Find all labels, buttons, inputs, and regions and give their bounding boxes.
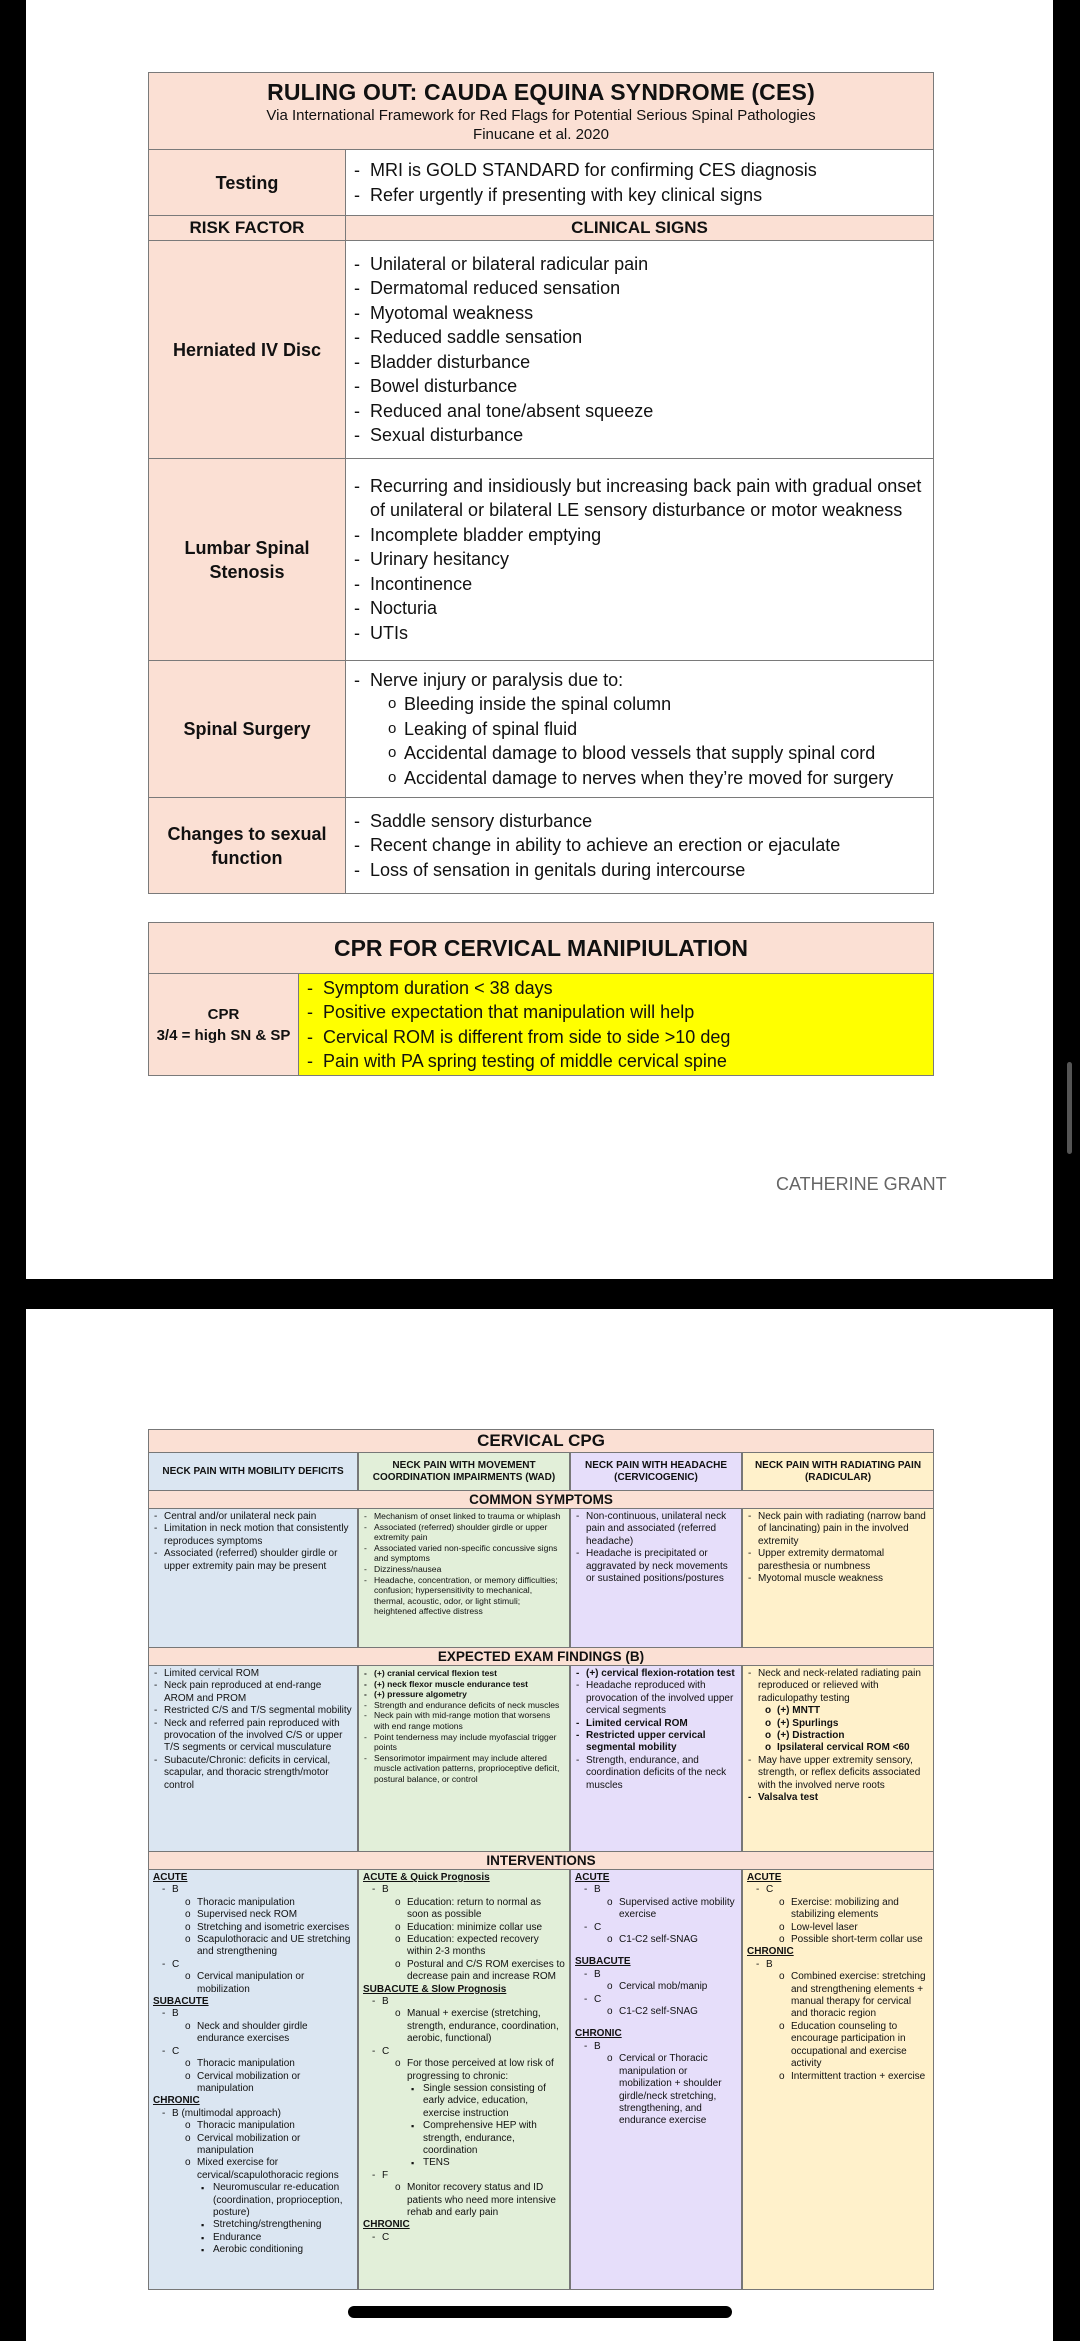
clinical-signs-cell (346, 661, 934, 798)
exam-cell (742, 1666, 934, 1852)
list-item: - Associated (referred) shoulder girdle or upper extremity pain may be present (153, 1548, 353, 1573)
list-item: - Non-continuous, unilateral neck pain and associated (referred headache) (575, 1511, 737, 1548)
scrollbar-thumb[interactable] (1067, 1062, 1072, 1154)
interventions-cell (742, 1870, 934, 2290)
list-item: o Exercise: mobilizing and stabilizing elements (747, 1897, 929, 1922)
list-item: ▪ Stretching/strengthening (153, 2219, 353, 2231)
grade-label: - C (371, 2046, 565, 2058)
clinical-signs-header: CLINICAL SIGNS (346, 216, 934, 241)
phase-label: ACUTE (747, 1872, 782, 1883)
interventions-cell (148, 1870, 358, 2290)
list-item: - Sensorimotor impairment may include altered muscle activation patterns, proprioceptive deficit, postural balance, or control (363, 1753, 565, 1785)
list-item: ▪ Endurance (153, 2232, 353, 2244)
list-item: - Refer urgently if presenting with key clinical signs (352, 183, 925, 208)
list-item: o Mixed exercise for cervical/scapulothoracic regions (153, 2157, 353, 2182)
list-item: - Neck pain with mid-range motion that worsens with end range motions (363, 1710, 565, 1731)
exam-findings-header: EXPECTED EXAM FINDINGS (B) (148, 1648, 934, 1666)
list-item: - Reduced saddle sensation (352, 325, 925, 350)
document-page-1 (26, 0, 1053, 1279)
testing-label: Testing (149, 150, 346, 216)
common-symptoms-header: COMMON SYMPTOMS (148, 1491, 934, 1509)
list-item: - Neck and referred pain reproduced with provocation of the involved C/S or upper T/S segments or cervical musculature (153, 1718, 353, 1755)
ces-table (148, 72, 934, 894)
grade-label: - C (161, 1959, 353, 1971)
list-item: o Monitor recovery status and ID patients who need more intensive rehab and early pain (363, 2182, 565, 2219)
list-item: - Incontinence (352, 572, 925, 597)
list-item: o (+) Spurlings (747, 1718, 929, 1730)
list-item: - Upper extremity dermatomal paresthesia or numbness (747, 1548, 929, 1573)
list-item: o Neck and shoulder girdle endurance exercises (153, 2021, 353, 2046)
cpr-label-line: CPR (207, 1005, 240, 1023)
list-item: - Point tenderness may include myofascial trigger points (363, 1732, 565, 1753)
list-item: o (+) MNTT (747, 1705, 929, 1717)
list-item: o For those perceived at low risk of progressing to chronic: (363, 2058, 565, 2083)
list-item: - (+) pressure algometry (363, 1689, 565, 1700)
document-page-2 (26, 1309, 1053, 2341)
list-item: o Thoracic manipulation (153, 2120, 353, 2132)
list-item: - Bowel disturbance (352, 374, 925, 399)
cpg-title: CERVICAL CPG (148, 1429, 934, 1453)
author-name: CATHERINE GRANT (776, 1174, 947, 1194)
list-item: o Supervised neck ROM (153, 1909, 353, 1921)
list-item: - Saddle sensory disturbance (352, 809, 925, 834)
list-item: - Positive expectation that manipulation will help (305, 1000, 927, 1025)
list-item: - Myotomal muscle weakness (747, 1573, 929, 1585)
phase-label: SUBACUTE (575, 1956, 631, 1968)
phase-label: CHRONIC (153, 2095, 200, 2107)
ces-citation: Finucane et al. 2020 (473, 125, 609, 143)
list-item: - Recurring and insidiously but increasing back pain with gradual onset of unilateral or bilateral LE sensory disturbance or motor weakness (352, 474, 925, 523)
grade-label: - B (371, 1884, 565, 1896)
list-item: o Intermittent traction + exercise (747, 2071, 929, 2083)
list-item: o Accidental damage to blood vessels that supply spinal cord (352, 741, 925, 766)
list-item: o Ipsilateral cervical ROM <60 (747, 1742, 929, 1754)
list-item: o Bleeding inside the spinal column (352, 692, 925, 717)
list-item: o Cervical mobilization or manipulation (153, 2133, 353, 2158)
list-item: o (+) Distraction (747, 1730, 929, 1742)
list-item: o Cervical manipulation or mobilization (153, 1971, 353, 1996)
phase-label: SUBACUTE (153, 1996, 209, 2008)
list-item: - Nerve injury or paralysis due to: (352, 668, 925, 693)
phase-label: ACUTE & Quick Prognosis (363, 1872, 490, 1883)
phase-label: CHRONIC (575, 2028, 622, 2040)
clinical-signs-cell (346, 241, 934, 459)
grade-label: - B (161, 2008, 353, 2020)
list-item: - Limited cervical ROM (153, 1668, 353, 1680)
list-item: - Sexual disturbance (352, 423, 925, 448)
list-item: - Associated varied non-specific concussive signs and symptoms (363, 1543, 565, 1564)
interventions-header: INTERVENTIONS (148, 1852, 934, 1870)
home-indicator[interactable] (348, 2306, 732, 2318)
grade-label: - F (371, 2170, 565, 2182)
list-item: o Possible short-term collar use (747, 1934, 929, 1946)
testing-cell (346, 150, 934, 216)
list-item: - May have upper extremity sensory, strength, or reflex deficits associated with the involved nerve roots (747, 1755, 929, 1792)
common-symptoms-row (148, 1509, 934, 1648)
exam-findings-row (148, 1666, 934, 1852)
list-item: o Education counseling to encourage participation in occupational and exercise activity (747, 2021, 929, 2071)
list-item: - Headache, concentration, or memory difficulties; confusion; hypersensitivity to mechanical, thermal, acoustic, odor, or light stimuli; heightened affective distress (363, 1575, 565, 1617)
list-item: o Thoracic manipulation (153, 2058, 353, 2070)
list-item: o Postural and C/S ROM exercises to decrease pain and increase ROM (363, 1959, 565, 1984)
list-item: o C1-C2 self-SNAG (575, 1934, 737, 1946)
cervical-cpg-table (148, 1429, 934, 2290)
list-item: - Mechanism of onset linked to trauma or whiplash (363, 1511, 565, 1522)
list-item: - Restricted C/S and T/S segmental mobility (153, 1705, 353, 1717)
exam-cell (148, 1666, 358, 1852)
list-item: - Unilateral or bilateral radicular pain (352, 252, 925, 277)
grade-label: - C (371, 2232, 565, 2244)
interventions-cell (358, 1870, 570, 2290)
list-item: - Nocturia (352, 596, 925, 621)
list-item: - Strength, endurance, and coordination deficits of the neck muscles (575, 1755, 737, 1792)
list-item: - (+) cervical flexion-rotation test (575, 1668, 737, 1680)
risk-factor-cell: Herniated IV Disc (149, 241, 346, 459)
grade-label: - B (161, 1884, 353, 1896)
list-item: - Subacute/Chronic: deficits in cervical, scapular, and thoracic strength/motor control (153, 1755, 353, 1792)
list-item: ▪ Neuromuscular re-education (coordination, proprioception, posture) (153, 2182, 353, 2219)
list-item: - (+) cranial cervical flexion test (363, 1668, 565, 1679)
cpr-table (148, 922, 934, 1076)
grade-label: - C (583, 1922, 737, 1934)
ces-subtitle: Via International Framework for Red Flags for Potential Serious Spinal Pathologies (266, 106, 816, 124)
risk-factor-cell: Changes to sexual function (149, 798, 346, 894)
symptoms-cell (570, 1509, 742, 1648)
list-item: - Limited cervical ROM (575, 1718, 737, 1730)
list-item: - Symptom duration < 38 days (305, 976, 927, 1001)
list-item: o Education: return to normal as soon as possible (363, 1897, 565, 1922)
list-item: ▪ TENS (363, 2157, 565, 2169)
list-item: o Low-level laser (747, 1922, 929, 1934)
clinical-signs-cell (346, 459, 934, 661)
list-item: ▪ Aerobic conditioning (153, 2244, 353, 2256)
list-item: - Headache is precipitated or aggravated by neck movements or sustained positions/postures (575, 1548, 737, 1585)
list-item: o Thoracic manipulation (153, 1897, 353, 1909)
list-item: - Neck and neck-related radiating pain reproduced or relieved with radiculopathy testing (747, 1668, 929, 1705)
cpr-title: CPR FOR CERVICAL MANIPIULATION (149, 923, 934, 974)
cpr-label-line: 3/4 = high SN & SP (156, 1026, 291, 1044)
list-item: o Accidental damage to nerves when they’re moved for surgery (352, 766, 925, 791)
grade-label: - C (755, 1884, 929, 1896)
column-header: NECK PAIN WITH RADIATING PAIN (RADICULAR) (742, 1453, 934, 1491)
grade-label: - C (583, 1994, 737, 2006)
list-item: o Scapulothoracic and UE stretching and strengthening (153, 1934, 353, 1959)
list-item: - Headache reproduced with provocation of the involved upper cervical segments (575, 1680, 737, 1717)
column-header: NECK PAIN WITH MOBILITY DEFICITS (148, 1453, 358, 1491)
list-item: o Cervical mobilization or manipulation (153, 2071, 353, 2096)
list-item: - Urinary hesitancy (352, 547, 925, 572)
grade-label: - B (371, 1996, 565, 2008)
list-item: o C1-C2 self-SNAG (575, 2006, 737, 2018)
list-item: - Dermatomal reduced sensation (352, 276, 925, 301)
list-item: o Supervised active mobility exercise (575, 1897, 737, 1922)
list-item: - Reduced anal tone/absent squeeze (352, 399, 925, 424)
exam-cell (570, 1666, 742, 1852)
list-item: - Neck pain with radiating (narrow band of lancinating) pain in the involved extremity (747, 1511, 929, 1548)
list-item: - Central and/or unilateral neck pain (153, 1511, 353, 1523)
list-item: o Combined exercise: stretching and strengthening elements + manual therapy for cervical and thoracic region (747, 1971, 929, 2021)
grade-label: - B (multimodal approach) (161, 2108, 353, 2120)
list-item: - Pain with PA spring testing of middle cervical spine (305, 1049, 927, 1074)
exam-cell (358, 1666, 570, 1852)
list-item: o Cervical mob/manip (575, 1981, 737, 1993)
grade-label: - B (583, 1969, 737, 1981)
risk-factor-header: RISK FACTOR (149, 216, 346, 241)
list-item: - Limitation in neck motion that consistently reproduces symptoms (153, 1523, 353, 1548)
interventions-row (148, 1870, 934, 2290)
list-item: o Education: expected recovery within 2-3 months (363, 1934, 565, 1959)
symptoms-cell (742, 1509, 934, 1648)
phase-label: ACUTE (153, 1872, 188, 1883)
cpg-column-headers (148, 1453, 934, 1491)
interventions-cell (570, 1870, 742, 2290)
list-item: ▪ Comprehensive HEP with strength, endurance, coordination (363, 2120, 565, 2157)
list-item: - Dizziness/nausea (363, 1564, 565, 1575)
list-item: - Neck pain reproduced at end-range AROM and PROM (153, 1680, 353, 1705)
grade-label: - B (583, 2041, 737, 2053)
phase-label: CHRONIC (747, 1946, 794, 1958)
ces-title-block (149, 73, 934, 150)
list-item: - Myotomal weakness (352, 301, 925, 326)
list-item: o Leaking of spinal fluid (352, 717, 925, 742)
list-item: ▪ Single session consisting of early advice, education, exercise instruction (363, 2083, 565, 2120)
risk-factor-cell: Spinal Surgery (149, 661, 346, 798)
column-header: NECK PAIN WITH HEADACHE (CERVICOGENIC) (570, 1453, 742, 1491)
ces-title: RULING OUT: CAUDA EQUINA SYNDROME (CES) (267, 78, 815, 105)
phase-label: CHRONIC (363, 2219, 410, 2231)
list-item: - (+) neck flexor muscle endurance test (363, 1679, 565, 1690)
grade-label: - B (583, 1884, 737, 1896)
symptoms-cell (358, 1509, 570, 1648)
list-item: - MRI is GOLD STANDARD for confirming CES diagnosis (352, 158, 925, 183)
list-item: - Loss of sensation in genitals during intercourse (352, 858, 925, 883)
column-header: NECK PAIN WITH MOVEMENT COORDINATION IMPAIRMENTS (WAD) (358, 1453, 570, 1491)
list-item: - Bladder disturbance (352, 350, 925, 375)
risk-factor-cell: Lumbar Spinal Stenosis (149, 459, 346, 661)
phase-label: ACUTE (575, 1872, 610, 1883)
list-item: o Cervical or Thoracic manipulation or mobilization + shoulder girdle/neck stretching, strengthening, and endurance exercise (575, 2053, 737, 2127)
list-item: - Strength and endurance deficits of neck muscles (363, 1700, 565, 1711)
list-item: - UTIs (352, 621, 925, 646)
list-item: - Cervical ROM is different from side to side >10 deg (305, 1025, 927, 1050)
cpr-criteria (299, 974, 934, 1076)
clinical-signs-cell (346, 798, 934, 894)
list-item: - Recent change in ability to achieve an erection or ejaculate (352, 833, 925, 858)
list-item: - Associated (referred) shoulder girdle or upper extremity pain (363, 1522, 565, 1543)
list-item: o Education: minimize collar use (363, 1922, 565, 1934)
grade-label: - B (755, 1959, 929, 1971)
list-item: - Valsalva test (747, 1792, 929, 1804)
list-item: o Stretching and isometric exercises (153, 1922, 353, 1934)
symptoms-cell (148, 1509, 358, 1648)
list-item: - Restricted upper cervical segmental mobility (575, 1730, 737, 1755)
list-item: o Manual + exercise (stretching, strength, endurance, coordination, aerobic, functional) (363, 2008, 565, 2045)
cpr-label (149, 974, 299, 1076)
list-item: - Incomplete bladder emptying (352, 523, 925, 548)
grade-label: - C (161, 2046, 353, 2058)
phase-label: SUBACUTE & Slow Prognosis (363, 1983, 507, 1995)
